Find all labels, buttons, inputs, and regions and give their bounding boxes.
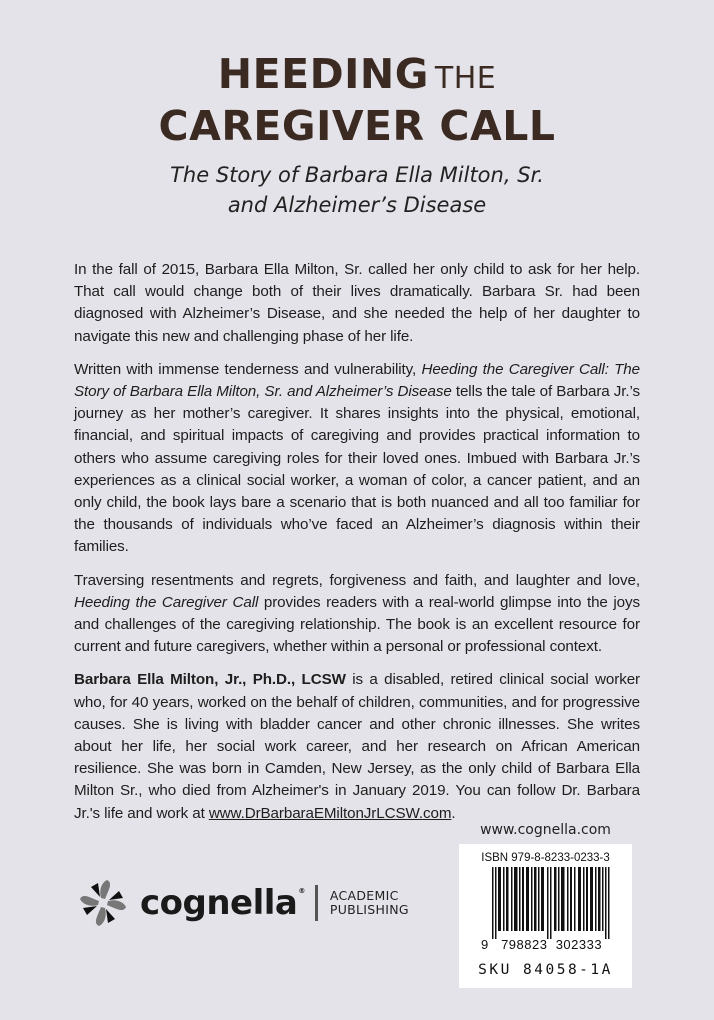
blurb-paragraph-2: [74, 359, 640, 559]
bio-text: is a disabled, retired clinical social worker who, for 40 years, worked on the behalf of children, communities, and for progressive causes. She is living with bladder cancer and other chronic illnesses. She writes about her life, her social work career, and her research on African American resilience. She was born in Camden, New Jersey, as the only child of Barbara Ella Milton Sr., who died from Alzheimer's in January 2019. You can follow Dr. Barbara Jr.'s life and work at: [74, 671, 640, 822]
bio-end: .: [451, 804, 456, 822]
subtitle-line-2: and Alzheimer’s Disease: [227, 193, 487, 217]
publisher-wordmark: [140, 883, 305, 923]
author-website-link[interactable]: www.DrBarbaraEMiltonJrLCSW.com: [208, 804, 452, 822]
p3-text: Traversing resentments and regrets, forgiveness and faith, and laughter and love,: [74, 571, 640, 589]
author-bio: [74, 669, 640, 824]
blurb-paragraph-1: In the fall of 2015, Barbara Ella Milton, Sr. called her only child to ask for her help. That call would change both of their lives dramatically. Barbara Sr. had been diagnosed with Alzheimer’s Disease, and she needed the help of her daughter to navigate this new and challenging phase of her life.: [74, 261, 640, 345]
title-caregiver-call: CAREGIVER CALL: [158, 102, 556, 150]
p2-book-title: Heeding the Caregiver Call: The Story of Barbara Ella Milton, Sr. and Alzheimer’s Disease: [74, 360, 640, 401]
logo-divider: [315, 885, 318, 921]
barcode-prefix: 9: [481, 937, 489, 952]
barcode-group-1: 798823: [501, 937, 548, 952]
barcode-icon: [492, 867, 612, 939]
title-heeding: HEEDING: [217, 50, 429, 98]
tagline-academic: ACADEMIC: [329, 888, 399, 903]
author-name: Barbara Ella Milton, Jr., Ph.D., LCSW: [74, 671, 346, 689]
title-the: THE: [434, 61, 497, 96]
p3-text-cont: provides readers with a real-world glimpse into the joys and challenges of the caregiving relationship. The book is an excellent resource for current and future caregivers, whether within a personal or professional context.: [74, 593, 640, 656]
book-subtitle: [0, 160, 714, 220]
back-cover-blurb: [74, 259, 640, 836]
wordmark-text: cognella: [140, 883, 298, 923]
subtitle-line-1: The Story of Barbara Ella Milton, Sr.: [170, 163, 544, 187]
blurb-paragraph-3: [74, 570, 640, 659]
book-title: [0, 52, 714, 151]
registered-mark: ®: [298, 887, 305, 895]
publisher-tagline: [330, 889, 409, 917]
pinwheel-logo-icon: [78, 878, 128, 928]
barcode-group-2: 302333: [555, 937, 603, 952]
p3-book-title: Heeding the Caregiver Call: [74, 593, 259, 611]
publisher-website[interactable]: www.cognella.com: [480, 822, 611, 838]
isbn-label: ISBN 979-8-8233-0233-3: [481, 852, 610, 864]
tagline-publishing: PUBLISHING: [329, 902, 409, 917]
barcode-digits: [481, 937, 602, 952]
p2-text-cont: tells the tale of Barbara Jr.’s journey as her mother’s caregiver. It shares insights into the physical, emotional, financial, and spiritual impacts of caregiving and provides practical information to others who assume caregiving roles for their loved ones. Imbued with Barbara Jr.’s experiences as a clinical social worker, a woman of color, a cancer patient, and an only child, the book lays bare a scenario that is both nuanced and all too familiar for the thousands of individuals who’ve faced an Alzheimer’s diagnosis within their families.: [74, 383, 640, 556]
sku-label: SKU 84058-1A: [478, 962, 613, 978]
publisher-logo: [78, 875, 409, 931]
p2-text: Written with immense tenderness and vulnerability,: [74, 360, 422, 378]
barcode-box: [459, 844, 632, 988]
